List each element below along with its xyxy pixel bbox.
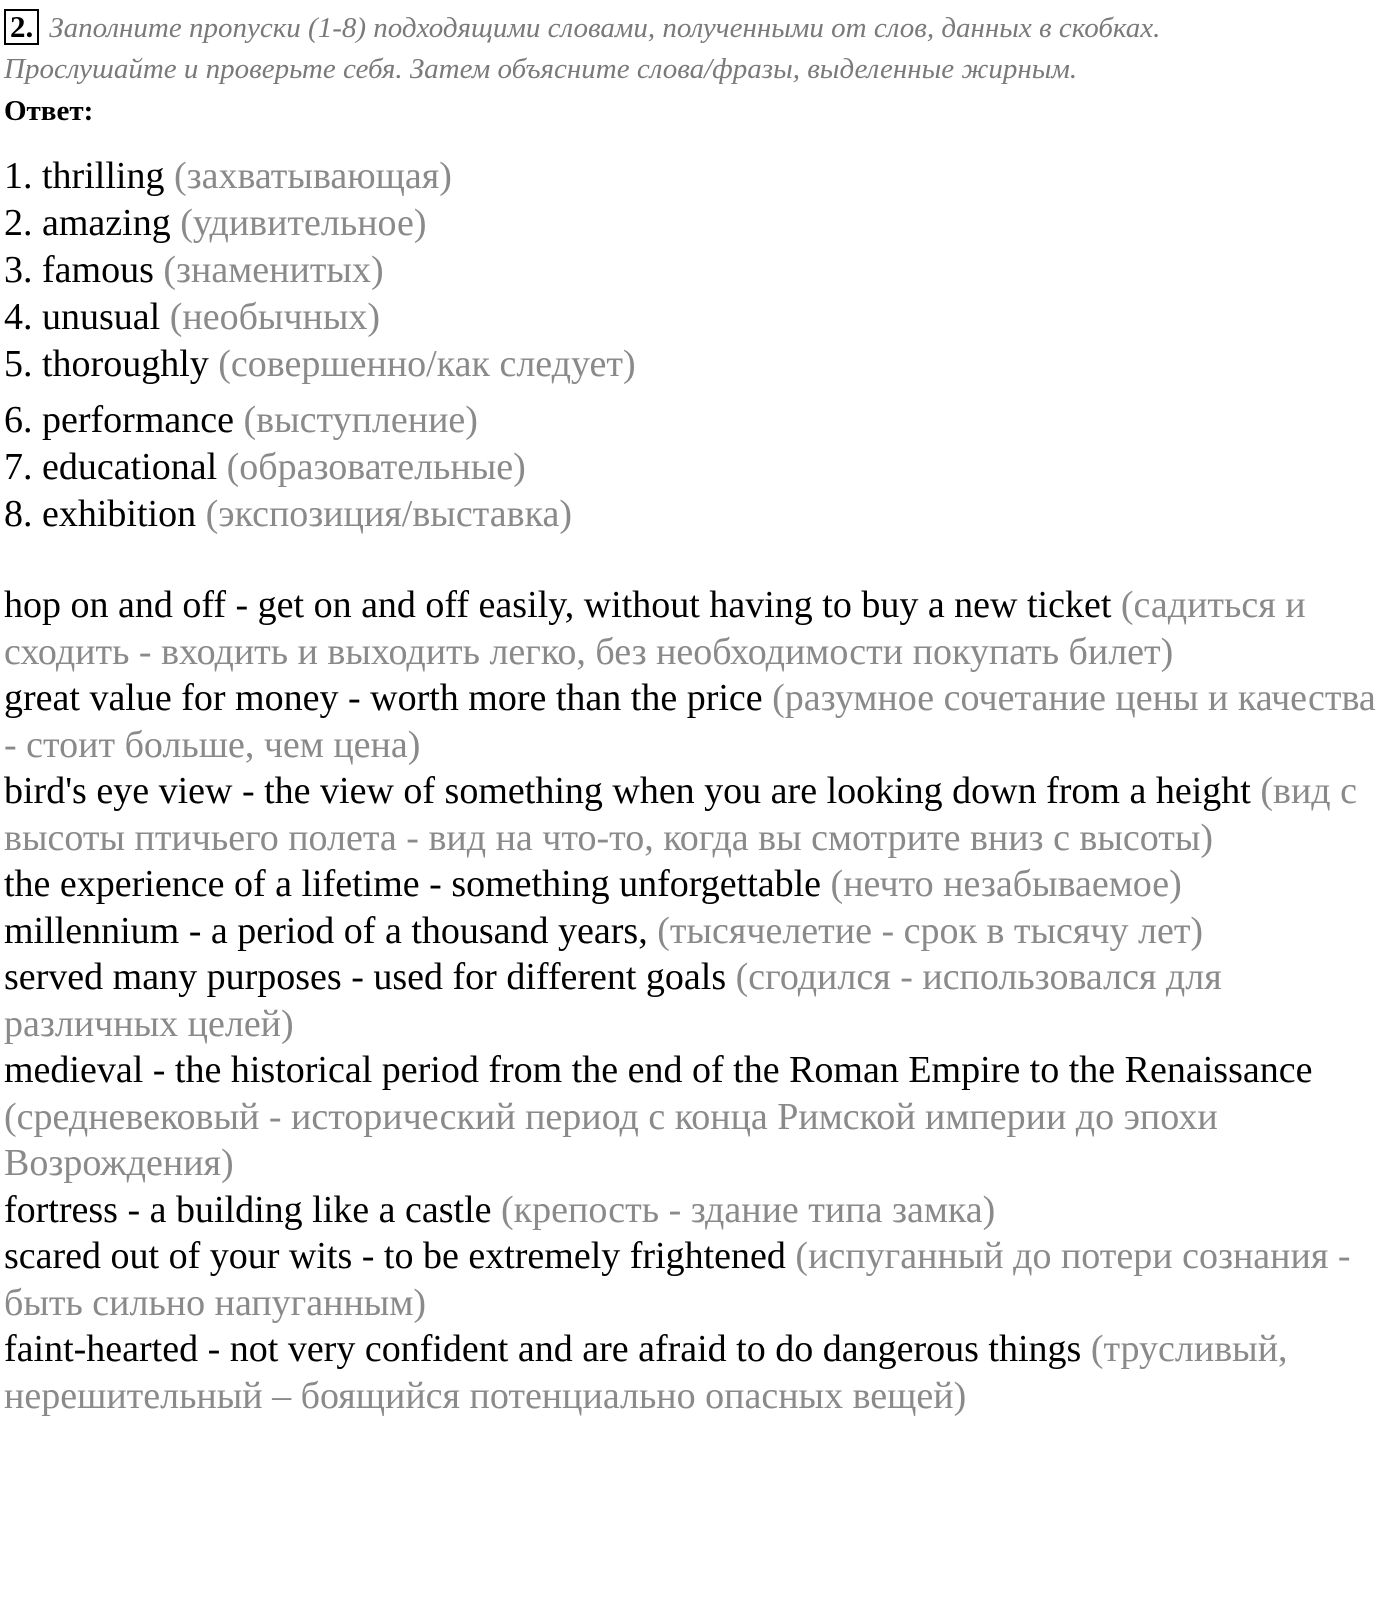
answer-number: 6. (4, 399, 33, 441)
definition-russian: (трусливый, нерешительный – боящийся потенциально опасных вещей) (4, 1328, 1288, 1417)
answer-translation: (образовательные) (226, 446, 526, 488)
answer-translation: (знаменитых) (163, 249, 384, 291)
answer-item (4, 200, 1396, 247)
answer-number: 2. (4, 202, 33, 244)
answer-word: performance (42, 399, 234, 441)
definition-english: bird's eye view - the view of something when you are looking down from a height (4, 770, 1251, 812)
task-number: 2. (4, 9, 39, 45)
definition-russian: (средневековый - исторический период с конца Римской империи до эпохи Возрождения) (4, 1095, 1218, 1184)
definition-item (4, 1047, 1384, 1187)
answer-number: 7. (4, 446, 33, 488)
definition-item (4, 768, 1384, 861)
answer-item (4, 153, 1396, 200)
answer-number: 3. (4, 249, 33, 291)
definition-item (4, 954, 1384, 1047)
definition-english: scared out of your wits - to be extremely frightened (4, 1235, 786, 1277)
definition-item (4, 1187, 1384, 1234)
answer-number: 1. (4, 155, 33, 197)
answer-number: 5. (4, 343, 33, 385)
answer-word: educational (42, 446, 218, 488)
answer-list (4, 153, 1396, 538)
definition-english: served many purposes - used for different goals (4, 956, 727, 998)
definition-russian: (тысячелетие - срок в тысячу лет) (657, 909, 1204, 952)
definition-english: faint-hearted - not very confident and are afraid to do dangerous things (4, 1328, 1082, 1370)
answer-item (4, 247, 1396, 294)
definition-russian: (крепость - здание типа замка) (501, 1188, 996, 1231)
definition-russian: (разумное сочетание цены и качества - стоит больше, чем цена) (4, 677, 1376, 766)
answer-word: thrilling (42, 155, 165, 197)
answer-translation: (удивительное) (180, 202, 427, 244)
task-instruction-block (4, 8, 1334, 90)
exercise-page (4, 8, 1396, 1419)
answer-translation: (захватывающая) (173, 155, 452, 197)
answer-translation: (выступление) (243, 399, 478, 441)
definition-item (4, 582, 1384, 675)
definition-item (4, 1326, 1384, 1419)
answer-word: exhibition (42, 493, 197, 535)
definition-english: the experience of a lifetime - something unforgettable (4, 863, 822, 905)
answer-item (4, 341, 1396, 388)
answer-number: 4. (4, 296, 33, 338)
definition-item (4, 861, 1384, 908)
answer-item (4, 294, 1396, 341)
answer-word: famous (42, 249, 154, 291)
task-instruction: Заполните пропуски (1-8) подходящими словами, полученными от слов, данных в скобках. Прослушайте и проверьте себя. Затем объясните слова/фразы, выделенные жирным. (4, 12, 1161, 85)
definition-english: medieval - the historical period from the end of the Roman Empire to the Renaissance (4, 1049, 1313, 1091)
definition-russian: (вид с высоты птичьего полета - вид на что-то, когда вы смотрите вниз с высоты) (4, 770, 1357, 859)
answer-word: unusual (42, 296, 161, 338)
definition-english: fortress - a building like a castle (4, 1188, 492, 1231)
definition-item (4, 1233, 1384, 1326)
definition-item (4, 675, 1384, 768)
answer-translation: (необычных) (169, 296, 381, 338)
answer-translation: (экспозиция/выставка) (205, 493, 572, 535)
definition-english: hop on and off - get on and off easily, without having to buy a new ticket (4, 584, 1112, 626)
definition-russian: (сгодился - использовался для различных целей) (4, 956, 1222, 1045)
answer-label: Ответ: (4, 95, 94, 127)
definition-list (4, 582, 1396, 1419)
answer-item (4, 397, 1396, 444)
definition-item (4, 908, 1384, 955)
answer-item (4, 444, 1396, 491)
definition-russian: (садиться и сходить - входить и выходить легко, без необходимости покупать билет) (4, 584, 1306, 673)
definition-english: great value for money - worth more than the price (4, 677, 763, 719)
definition-english: millennium - a period of a thousand years, (4, 909, 648, 952)
answer-translation: (совершенно/как следует) (218, 343, 636, 385)
answer-word: thoroughly (42, 343, 209, 385)
answer-number: 8. (4, 493, 33, 535)
answer-word: amazing (42, 202, 171, 244)
definition-russian: (нечто незабываемое) (830, 863, 1182, 905)
answer-item (4, 491, 1396, 538)
definition-russian: (испуганный до потери сознания - быть сильно напуганным) (4, 1235, 1351, 1324)
